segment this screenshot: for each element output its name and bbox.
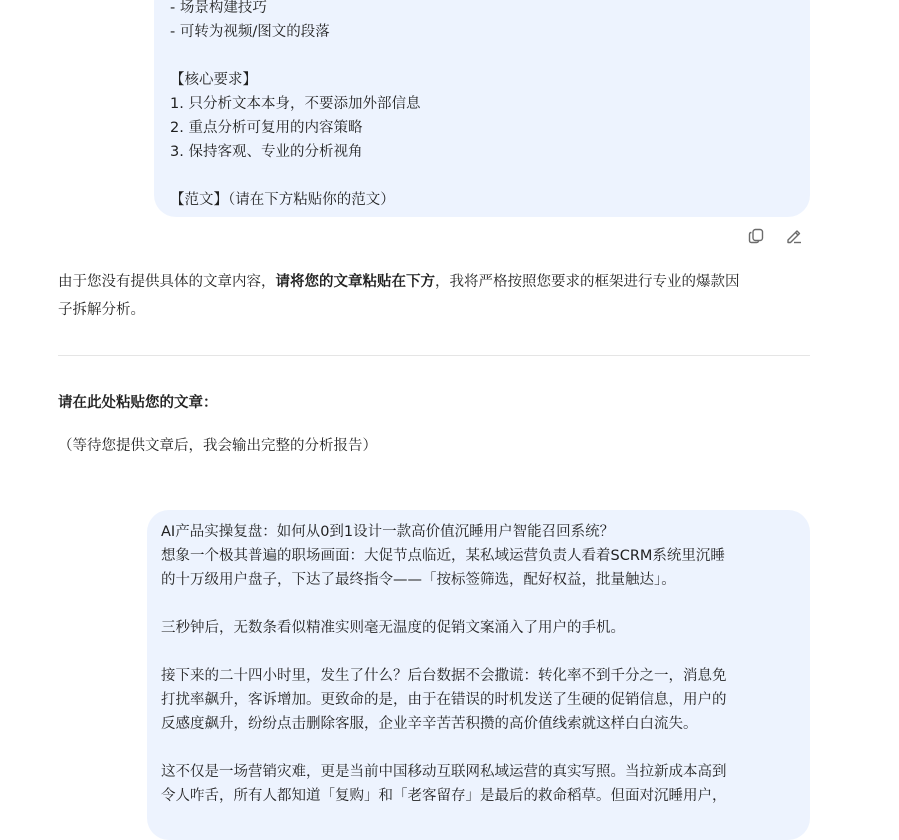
article-line: 三秒钟后，无数条看似精准实则毫无温度的促销文案涌入了用户的手机。 <box>161 620 625 636</box>
reply-heading: 请在此处粘贴您的文章： <box>58 395 218 411</box>
article-line: 打扰率飙升，客诉增加。更致命的是，由于在错误的时机发送了生硬的促销信息，用户的 <box>161 692 727 708</box>
assistant-reply-paragraph <box>58 268 818 324</box>
article-blank-line <box>161 592 810 616</box>
message-actions <box>746 226 804 246</box>
copy-icon <box>747 227 765 245</box>
reply-text: 子拆解分析。 <box>58 302 145 318</box>
article-blank-line <box>161 640 810 664</box>
article-line: 的十万级用户盘子，下达了最终指令——「按标签筛选，配好权益，批量触达」。 <box>161 572 676 588</box>
article-line: 令人咋舌，所有人都知道「复购」和「老客留存」是最后的救命稻草。但面对沉睡用户， <box>161 788 727 804</box>
edit-button[interactable] <box>784 226 804 246</box>
article-line: 想象一个极其普遍的职场画面：大促节点临近，某私域运营负责人看着SCRM系统里沉睡 <box>161 548 725 564</box>
user-article-bubble <box>147 510 810 840</box>
prompt-line: - 可转为视频/图文的段落 <box>170 24 330 40</box>
reply-bold-text: 请将您的文章粘贴在下方 <box>275 274 435 290</box>
article-blank-line <box>161 736 810 760</box>
prompt-line: 1. 只分析文本本身，不要添加外部信息 <box>170 96 421 112</box>
user-prompt-bubble <box>154 0 810 217</box>
reply-waiting-note: （等待您提供文章后，我会输出完整的分析报告） <box>58 438 377 454</box>
reply-text: ，我将严格按照您要求的框架进行专业的爆款因 <box>435 274 740 290</box>
article-line: AI产品实操复盘：如何从0到1设计一款高价值沉睡用户智能召回系统？ <box>161 524 615 540</box>
prompt-line: 【核心要求】 <box>170 72 257 88</box>
divider <box>58 355 810 356</box>
prompt-blank-line <box>170 164 810 188</box>
prompt-line: 2. 重点分析可复用的内容策略 <box>170 120 363 136</box>
edit-icon <box>785 227 803 245</box>
article-line: 反感度飙升，纷纷点击删除客服，企业辛辛苦苦积攒的高价值线索就这样白白流失。 <box>161 716 698 732</box>
article-line: 接下来的二十四小时里，发生了什么？后台数据不会撒谎：转化率不到千分之一，消息免 <box>161 668 727 684</box>
copy-button[interactable] <box>746 226 766 246</box>
reply-text: 由于您没有提供具体的文章内容， <box>58 274 276 290</box>
article-line: 这不仅是一场营销灾难，更是当前中国移动互联网私域运营的真实写照。当拉新成本高到 <box>161 764 727 780</box>
prompt-line: 3. 保持客观、专业的分析视角 <box>170 144 363 160</box>
prompt-line: 【范文】（请在下方粘贴你的范文） <box>170 192 395 208</box>
prompt-line: - 场景构建技巧 <box>170 0 267 16</box>
prompt-blank-line <box>170 44 810 68</box>
